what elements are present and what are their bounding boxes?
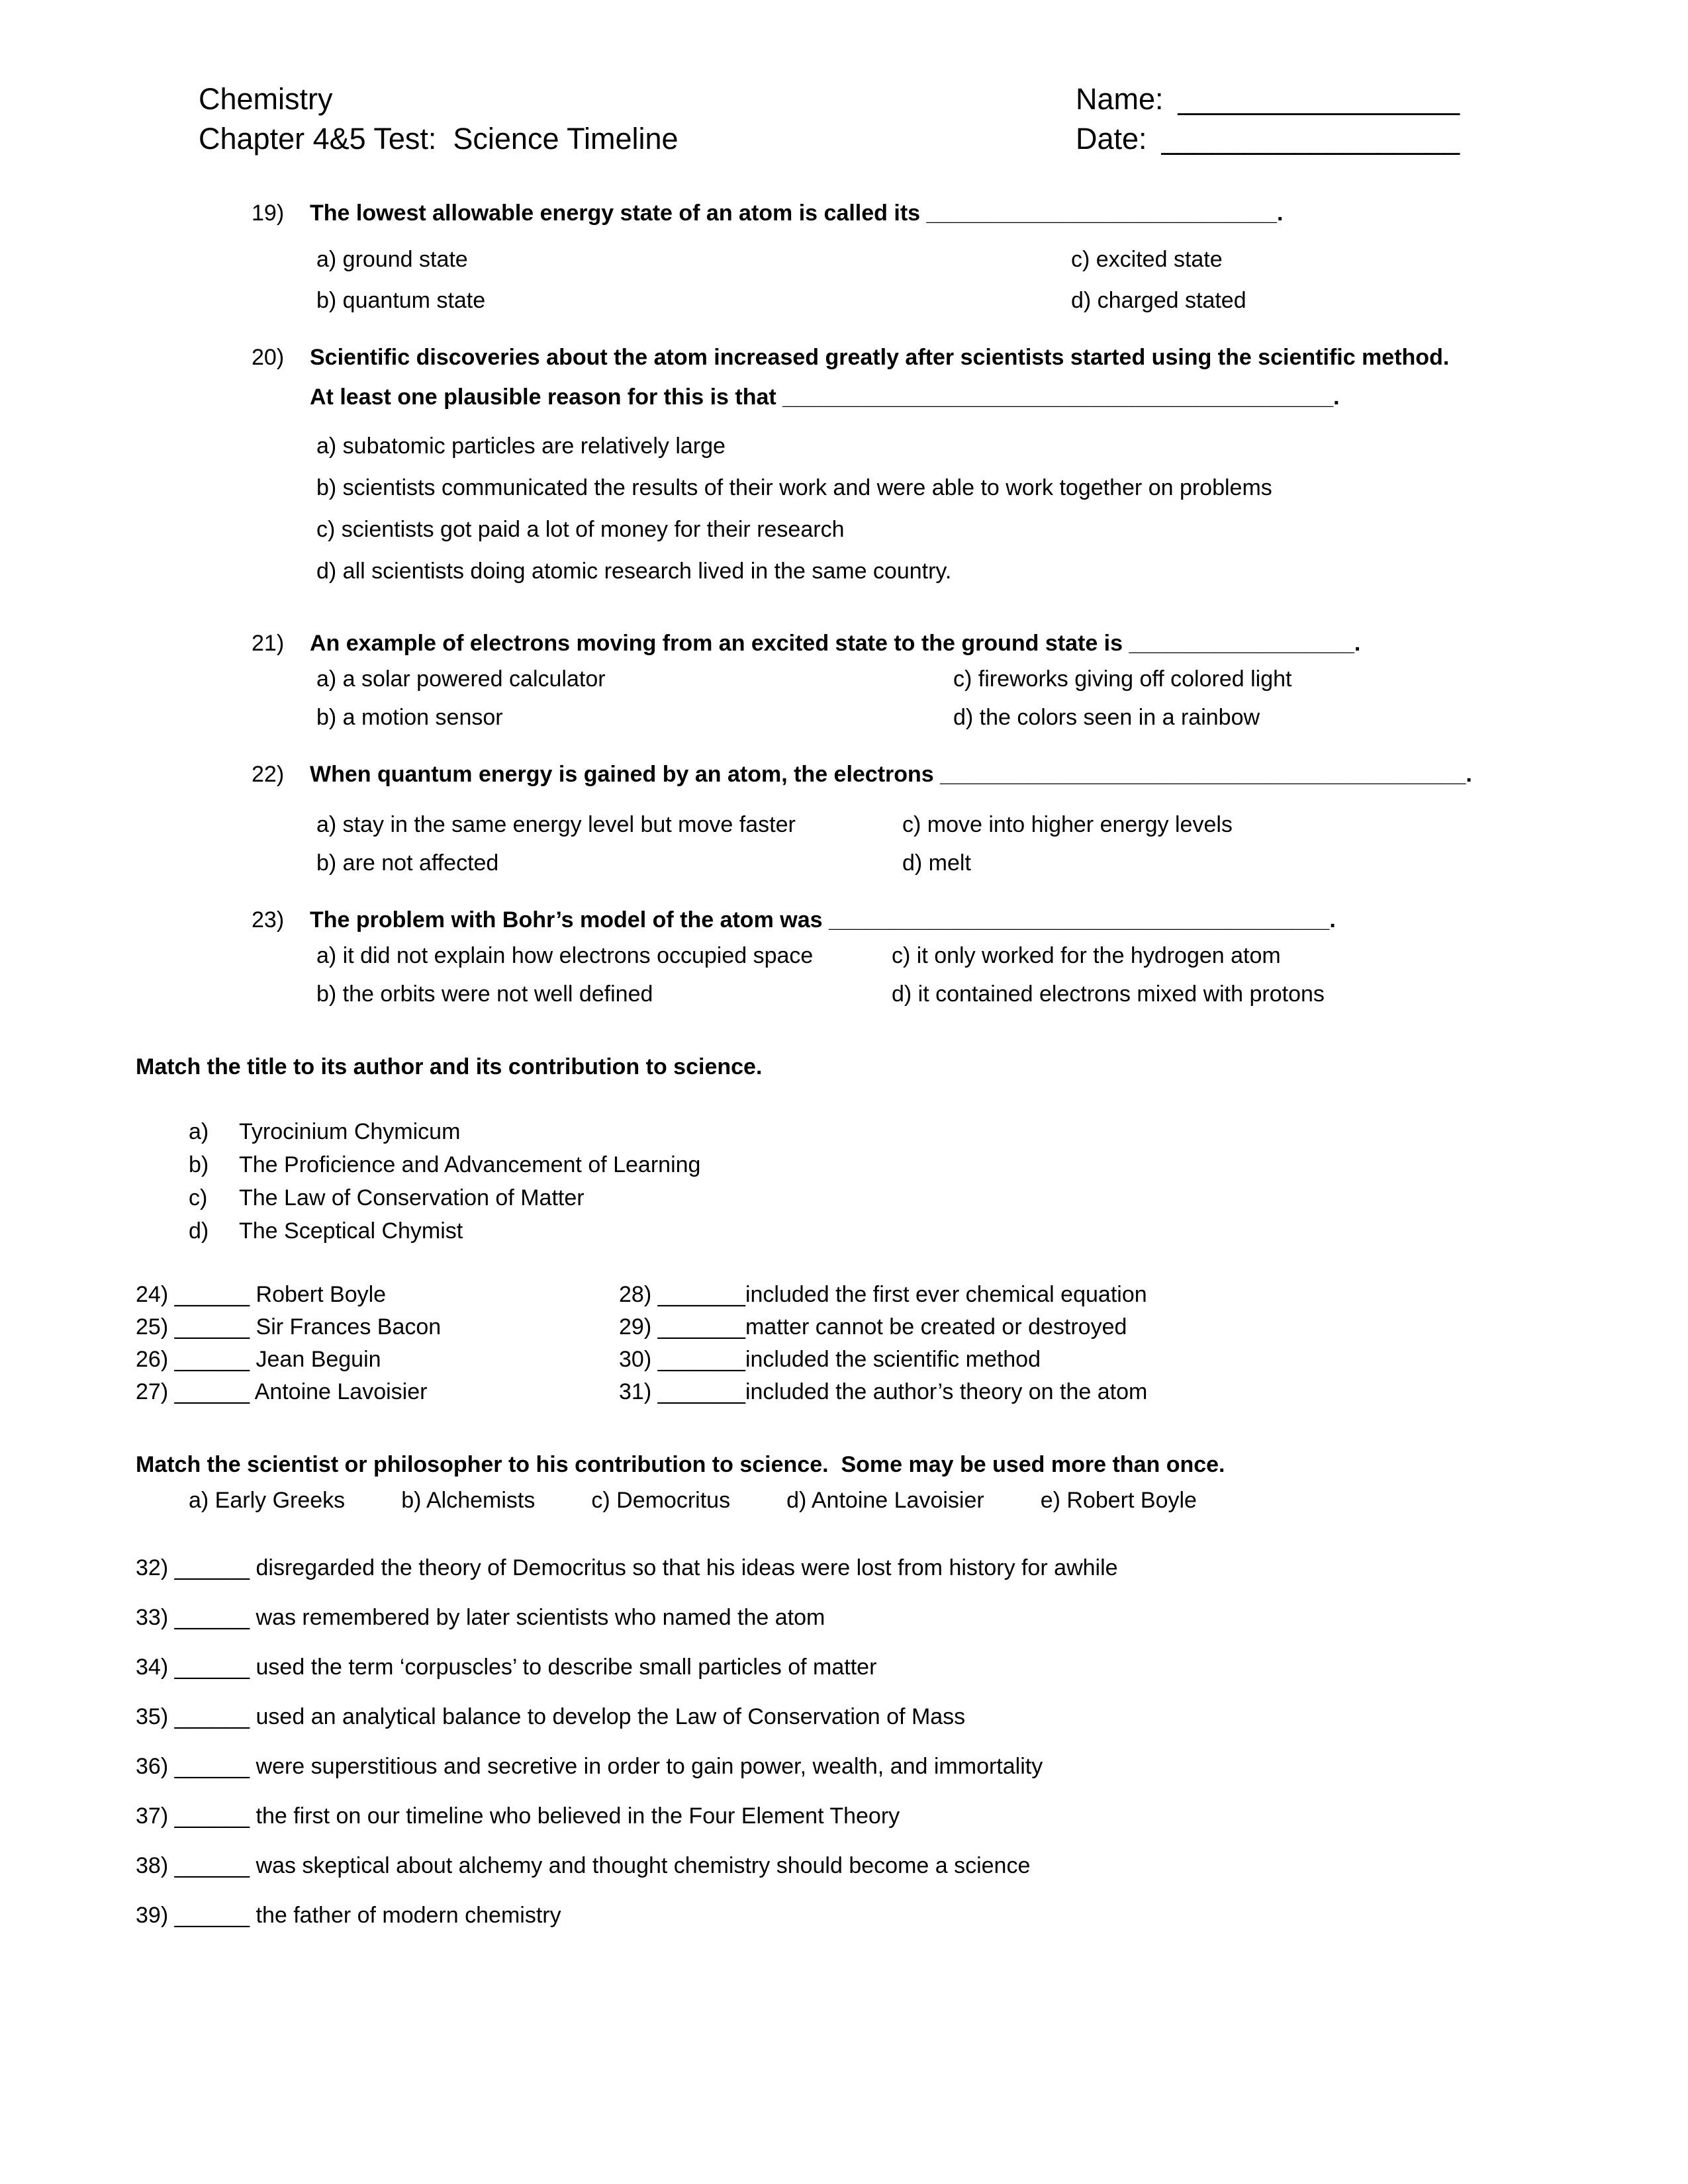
choices (310, 666, 1589, 731)
option-text: The Law of Conservation of Matter (239, 1185, 585, 1210)
match-row-28 (619, 1281, 1589, 1308)
question-number: 21) (252, 631, 285, 656)
option-letter: c) (189, 1185, 208, 1210)
match-titles-rows (136, 1281, 1589, 1405)
header-left (199, 79, 1076, 159)
answer-blank: ______ (174, 1803, 250, 1829)
choice-d: d) the colors seen in a rainbow (953, 705, 1260, 730)
question-prompt: When quantum energy is gained by an atom, the electrons __________________________________________. (310, 762, 1472, 787)
choices (310, 433, 1589, 584)
item-33 (136, 1604, 1589, 1631)
answer-blank: _______ (657, 1379, 745, 1404)
questions-section (252, 200, 1589, 1007)
answer-blank: _______ (657, 1347, 745, 1372)
option-a (189, 1118, 1589, 1145)
choice-a: a) subatomic particles are relatively large (316, 433, 726, 459)
choice-b: b) the orbits were not well defined (316, 981, 653, 1007)
match-row-31 (619, 1379, 1589, 1405)
item-number: 33) (136, 1605, 169, 1630)
match-titles-options (189, 1118, 1589, 1244)
item-text: were superstitious and secretive in order to gain power, wealth, and immortality (256, 1754, 1043, 1779)
item-text: Robert Boyle (256, 1282, 387, 1307)
date-blank: __________________ (1161, 122, 1460, 156)
match-row-26 (136, 1346, 619, 1373)
match-scientists-heading: Match the scientist or philosopher to his contribution to science. Some may be used more than once. (136, 1452, 1225, 1477)
option-text: The Proficience and Advancement of Learning (239, 1152, 701, 1177)
test-title: Chapter 4&5 Test: Science Timeline (199, 122, 679, 156)
match-row-25 (136, 1314, 619, 1340)
item-text: Sir Frances Bacon (256, 1314, 442, 1340)
answer-blank: ______ (174, 1605, 250, 1630)
choice-c: c) move into higher energy levels (902, 812, 1233, 837)
answer-blank: ______ (174, 1704, 250, 1729)
item-number: 29) (619, 1314, 652, 1340)
question-20 (252, 344, 1589, 600)
answer-blank: ______ (174, 1282, 250, 1307)
date-label: Date: (1076, 122, 1147, 156)
item-number: 31) (619, 1379, 652, 1404)
option-letter: b) (189, 1152, 209, 1177)
question-number: 20) (252, 345, 285, 370)
item-text: Antoine Lavoisier (254, 1379, 428, 1404)
question-number: 23) (252, 907, 285, 933)
choice-c: c) it only worked for the hydrogen atom (892, 943, 1281, 968)
item-36 (136, 1753, 1589, 1780)
item-text: was remembered by later scientists who named the atom (256, 1605, 825, 1630)
item-number: 38) (136, 1853, 169, 1878)
choice-d: d) all scientists doing atomic research lived in the same country. (316, 559, 952, 584)
option-c: c) Democritus (591, 1488, 731, 1513)
match-titles-heading: Match the title to its author and its contribution to science. (136, 1054, 763, 1079)
match-row-27 (136, 1379, 619, 1405)
choice-b: b) quantum state (316, 288, 486, 313)
item-text: was skeptical about alchemy and thought chemistry should become a science (256, 1853, 1031, 1878)
answer-blank: ______ (174, 1754, 250, 1779)
choice-c: c) scientists got paid a lot of money for their research (316, 517, 845, 542)
match-scientists-options (189, 1487, 1589, 1514)
choice-c: c) excited state (1071, 247, 1223, 272)
option-c (189, 1185, 1589, 1211)
option-text: Tyrocinium Chymicum (239, 1119, 461, 1144)
item-number: 39) (136, 1903, 169, 1928)
item-35 (136, 1704, 1589, 1730)
question-23 (252, 907, 1589, 1007)
choice-a: a) stay in the same energy level but move faster (316, 812, 796, 837)
item-number: 27) (136, 1379, 169, 1404)
item-text: the father of modern chemistry (256, 1903, 561, 1928)
option-letter: a) (189, 1119, 209, 1144)
item-text: disregarded the theory of Democritus so that his ideas were lost from history for awhile (256, 1555, 1118, 1580)
match-row-24 (136, 1281, 619, 1308)
item-text: included the scientific method (745, 1347, 1041, 1372)
choices (310, 942, 1589, 1007)
question-number: 19) (252, 201, 285, 226)
choice-d: d) it contained electrons mixed with protons (892, 981, 1325, 1007)
course-title: Chemistry (199, 82, 333, 116)
option-d: d) Antoine Lavoisier (786, 1488, 984, 1513)
choices (310, 246, 1589, 314)
answer-blank: ______ (174, 1347, 250, 1372)
question-22 (252, 761, 1589, 876)
option-b (189, 1152, 1589, 1178)
answer-blank: ______ (174, 1314, 250, 1340)
option-text: The Sceptical Chymist (239, 1218, 463, 1244)
question-prompt-line2: At least one plausible reason for this is that ____________________________________________. (310, 385, 1340, 410)
item-text: used the term ‘corpuscles’ to describe small particles of matter (256, 1655, 877, 1680)
item-37 (136, 1803, 1589, 1829)
item-text: included the author’s theory on the atom (745, 1379, 1148, 1404)
item-34 (136, 1654, 1589, 1680)
match-scientists-items (136, 1555, 1589, 1929)
item-number: 26) (136, 1347, 169, 1372)
choice-a: a) a solar powered calculator (316, 666, 606, 692)
item-text: matter cannot be created or destroyed (745, 1314, 1127, 1340)
choice-d: d) melt (902, 850, 971, 876)
answer-blank: _______ (657, 1282, 745, 1307)
question-21 (252, 630, 1589, 731)
match-row-29 (619, 1314, 1589, 1340)
choice-c: c) fireworks giving off colored light (953, 666, 1292, 692)
match-row-30 (619, 1346, 1589, 1373)
answer-blank: ______ (174, 1379, 250, 1404)
item-number: 28) (619, 1282, 652, 1307)
answer-blank: ______ (174, 1655, 250, 1680)
item-number: 34) (136, 1655, 169, 1680)
header (199, 79, 1589, 159)
question-prompt: An example of electrons moving from an excited state to the ground state is __________________. (310, 631, 1361, 656)
answer-blank: ______ (174, 1853, 250, 1878)
question-prompt: The problem with Bohr’s model of the atom was ________________________________________. (310, 907, 1336, 933)
item-number: 35) (136, 1704, 169, 1729)
item-39 (136, 1902, 1589, 1929)
option-b: b) Alchemists (401, 1488, 536, 1513)
choice-b: b) a motion sensor (316, 705, 503, 730)
option-e: e) Robert Boyle (1040, 1488, 1197, 1513)
item-text: included the first ever chemical equation (745, 1282, 1147, 1307)
choice-a: a) ground state (316, 247, 468, 272)
item-text: the first on our timeline who believed in the Four Element Theory (256, 1803, 900, 1829)
choice-b: b) are not affected (316, 850, 499, 876)
choice-a: a) it did not explain how electrons occupied space (316, 943, 814, 968)
name-label: Name: (1076, 82, 1164, 116)
option-letter: d) (189, 1218, 209, 1244)
choices (310, 811, 1589, 876)
option-a: a) Early Greeks (189, 1488, 346, 1513)
choice-b: b) scientists communicated the results of their work and were able to work together on problems (316, 475, 1272, 500)
choice-d: d) charged stated (1071, 288, 1246, 313)
question-number: 22) (252, 762, 285, 787)
question-prompt-line1: Scientific discoveries about the atom increased greatly after scientists started using the scientific method. (310, 345, 1450, 370)
question-prompt: The lowest allowable energy state of an atom is called its ____________________________. (310, 201, 1284, 226)
item-text: used an analytical balance to develop the Law of Conservation of Mass (256, 1704, 966, 1729)
question-19 (252, 200, 1589, 314)
item-number: 24) (136, 1282, 169, 1307)
item-number: 25) (136, 1314, 169, 1340)
item-38 (136, 1852, 1589, 1879)
answer-blank: ______ (174, 1555, 250, 1580)
item-number: 36) (136, 1754, 169, 1779)
item-32 (136, 1555, 1589, 1581)
header-right (1076, 79, 1460, 159)
answer-blank: ______ (174, 1903, 250, 1928)
name-blank: _________________ (1178, 82, 1460, 116)
answer-blank: _______ (657, 1314, 745, 1340)
option-d (189, 1218, 1589, 1244)
item-number: 32) (136, 1555, 169, 1580)
item-number: 37) (136, 1803, 169, 1829)
item-number: 30) (619, 1347, 652, 1372)
item-text: Jean Beguin (256, 1347, 381, 1372)
